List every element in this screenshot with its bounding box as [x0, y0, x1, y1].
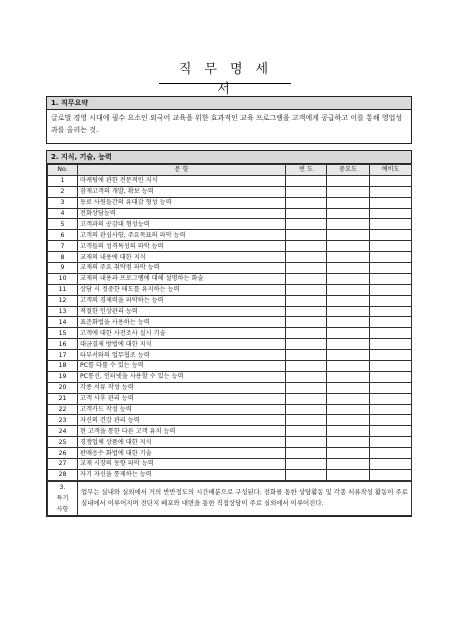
special-notes-label-1: 특기: [56, 494, 69, 502]
row-importance-cell: [327, 459, 370, 470]
table-row: [48, 317, 412, 328]
row-item: 상담 시 정중한 태도를 유지하는 능력: [78, 284, 286, 295]
row-no: 27: [48, 459, 78, 470]
row-readiness-cell: [370, 448, 412, 459]
row-importance-cell: [327, 448, 370, 459]
row-frequency-cell: [286, 415, 327, 426]
row-frequency-cell: [286, 186, 327, 197]
table-row: [48, 273, 412, 284]
table-header-row: [48, 165, 412, 176]
row-readiness-cell: [370, 328, 412, 339]
col-header-item: 문 항: [78, 165, 286, 176]
ksa-section: [46, 150, 412, 517]
row-no: 15: [48, 328, 78, 339]
col-header-frequency: 빈 도: [286, 165, 327, 176]
row-readiness-cell: [370, 306, 412, 317]
row-no: 10: [48, 273, 78, 284]
row-importance-cell: [327, 208, 370, 219]
col-header-readiness: 예비도: [370, 165, 412, 176]
ksa-table: [47, 164, 412, 481]
table-row: [48, 404, 412, 415]
row-importance-cell: [327, 241, 370, 252]
row-readiness-cell: [370, 317, 412, 328]
special-notes-row: [48, 481, 412, 515]
row-no: 12: [48, 295, 78, 306]
table-row: [48, 197, 412, 208]
row-no: 9: [48, 263, 78, 274]
row-readiness-cell: [370, 208, 412, 219]
row-frequency-cell: [286, 371, 327, 382]
row-importance-cell: [327, 197, 370, 208]
row-item: 고객과의 공감대 형성능력: [78, 219, 286, 230]
row-readiness-cell: [370, 371, 412, 382]
row-item: 판매응수 화법에 대한 기술: [78, 448, 286, 459]
table-row: [48, 306, 412, 317]
row-frequency-cell: [286, 197, 327, 208]
row-item: 교재의 주요 취약점 파악 능력: [78, 263, 286, 274]
row-importance-cell: [327, 328, 370, 339]
row-readiness-cell: [370, 415, 412, 426]
row-importance-cell: [327, 295, 370, 306]
row-no: 20: [48, 382, 78, 393]
row-no: 13: [48, 306, 78, 317]
row-frequency-cell: [286, 230, 327, 241]
row-readiness-cell: [370, 295, 412, 306]
row-no: 2: [48, 186, 78, 197]
row-no: 21: [48, 393, 78, 404]
row-frequency-cell: [286, 339, 327, 350]
row-item: 적절한 인상관리 능력: [78, 306, 286, 317]
row-frequency-cell: [286, 273, 327, 284]
row-readiness-cell: [370, 273, 412, 284]
col-header-no: No.: [48, 165, 78, 176]
row-item: 동료 사원들간의 유대감 형성 능력: [78, 197, 286, 208]
row-item: 고객의 관심사항, 주요목표의 파악 능력: [78, 230, 286, 241]
special-notes-table: [47, 481, 412, 516]
ksa-heading: 2. 지식, 기술, 능력: [47, 151, 411, 164]
table-row: [48, 175, 412, 186]
table-row: [48, 284, 412, 295]
row-importance-cell: [327, 437, 370, 448]
row-importance-cell: [327, 252, 370, 263]
special-notes-label-no: 3.: [59, 483, 66, 491]
summary-heading: 1. 직무요약: [47, 97, 411, 110]
row-no: 8: [48, 252, 78, 263]
special-notes-label: [48, 481, 78, 515]
table-row: [48, 426, 412, 437]
row-item: PC통신, 인터넷을 사용할 수 있는 능력: [78, 371, 286, 382]
row-importance-cell: [327, 284, 370, 295]
row-item: 교재의 내용에 대한 지식: [78, 252, 286, 263]
row-readiness-cell: [370, 459, 412, 470]
row-readiness-cell: [370, 350, 412, 361]
table-row: [48, 241, 412, 252]
row-frequency-cell: [286, 263, 327, 274]
row-frequency-cell: [286, 426, 327, 437]
table-row: [48, 448, 412, 459]
row-item: 교재 시장의 동향 파악 능력: [78, 459, 286, 470]
row-importance-cell: [327, 426, 370, 437]
row-importance-cell: [327, 273, 370, 284]
row-no: 6: [48, 230, 78, 241]
row-frequency-cell: [286, 175, 327, 186]
col-header-importance: 중요도: [327, 165, 370, 176]
row-no: 16: [48, 339, 78, 350]
row-frequency-cell: [286, 361, 327, 372]
row-readiness-cell: [370, 382, 412, 393]
row-item: 경쟁업체 상품에 대한 지식: [78, 437, 286, 448]
row-frequency-cell: [286, 437, 327, 448]
row-no: 22: [48, 404, 78, 415]
row-importance-cell: [327, 404, 370, 415]
table-row: [48, 469, 412, 480]
row-readiness-cell: [370, 230, 412, 241]
row-no: 24: [48, 426, 78, 437]
row-frequency-cell: [286, 306, 327, 317]
special-notes-label-2: 사항: [56, 505, 69, 513]
row-frequency-cell: [286, 382, 327, 393]
table-row: [48, 208, 412, 219]
row-no: 14: [48, 317, 78, 328]
row-importance-cell: [327, 415, 370, 426]
row-no: 4: [48, 208, 78, 219]
row-no: 7: [48, 241, 78, 252]
row-frequency-cell: [286, 241, 327, 252]
row-frequency-cell: [286, 393, 327, 404]
row-importance-cell: [327, 382, 370, 393]
row-readiness-cell: [370, 426, 412, 437]
table-row: [48, 371, 412, 382]
row-importance-cell: [327, 186, 370, 197]
row-no: 23: [48, 415, 78, 426]
row-no: 17: [48, 350, 78, 361]
row-importance-cell: [327, 317, 370, 328]
row-item: 대금결제 방법에 대한 지식: [78, 339, 286, 350]
row-frequency-cell: [286, 295, 327, 306]
row-item: 고객들의 성격특성의 파악 능력: [78, 241, 286, 252]
row-importance-cell: [327, 175, 370, 186]
row-no: 1: [48, 175, 78, 186]
table-row: [48, 186, 412, 197]
row-item: 자기 자신을 통제하는 능력: [78, 469, 286, 480]
table-row: [48, 382, 412, 393]
row-item: 고객카드 작성 능력: [78, 404, 286, 415]
table-row: [48, 437, 412, 448]
table-row: [48, 295, 412, 306]
row-importance-cell: [327, 230, 370, 241]
row-no: 5: [48, 219, 78, 230]
row-importance-cell: [327, 219, 370, 230]
row-frequency-cell: [286, 208, 327, 219]
row-frequency-cell: [286, 284, 327, 295]
row-frequency-cell: [286, 350, 327, 361]
table-row: [48, 252, 412, 263]
row-readiness-cell: [370, 404, 412, 415]
table-row: [48, 328, 412, 339]
row-readiness-cell: [370, 241, 412, 252]
row-readiness-cell: [370, 361, 412, 372]
table-row: [48, 361, 412, 372]
row-frequency-cell: [286, 328, 327, 339]
row-item: 마케팅에 관한 전문적인 지식: [78, 175, 286, 186]
row-frequency-cell: [286, 469, 327, 480]
row-no: 11: [48, 284, 78, 295]
row-importance-cell: [327, 361, 370, 372]
row-importance-cell: [327, 371, 370, 382]
row-item: 표준화법을 사용하는 능력: [78, 317, 286, 328]
row-item: 현 고객을 통한 다른 고객 유치 능력: [78, 426, 286, 437]
table-row: [48, 459, 412, 470]
row-frequency-cell: [286, 219, 327, 230]
row-importance-cell: [327, 393, 370, 404]
row-importance-cell: [327, 306, 370, 317]
row-no: 28: [48, 469, 78, 480]
row-readiness-cell: [370, 197, 412, 208]
row-item: 잠재고객의 개발, 확보 능력: [78, 186, 286, 197]
row-frequency-cell: [286, 459, 327, 470]
row-importance-cell: [327, 339, 370, 350]
row-item: 고객의 경제력을 파악하는 능력: [78, 295, 286, 306]
row-readiness-cell: [370, 339, 412, 350]
row-readiness-cell: [370, 186, 412, 197]
row-no: 19: [48, 371, 78, 382]
row-importance-cell: [327, 350, 370, 361]
table-row: [48, 263, 412, 274]
table-row: [48, 393, 412, 404]
document-title: 직무명세서: [159, 60, 291, 84]
row-readiness-cell: [370, 469, 412, 480]
row-readiness-cell: [370, 252, 412, 263]
table-row: [48, 219, 412, 230]
row-importance-cell: [327, 263, 370, 274]
row-no: 26: [48, 448, 78, 459]
row-frequency-cell: [286, 404, 327, 415]
row-readiness-cell: [370, 219, 412, 230]
row-item: PC를 다룰 수 있는 능력: [78, 361, 286, 372]
row-importance-cell: [327, 469, 370, 480]
row-frequency-cell: [286, 317, 327, 328]
row-item: 교재의 내용과 프로그램에 대해 설명하는 화술: [78, 273, 286, 284]
row-frequency-cell: [286, 252, 327, 263]
table-row: [48, 339, 412, 350]
table-row: [48, 350, 412, 361]
summary-section: [46, 96, 412, 144]
row-readiness-cell: [370, 263, 412, 274]
summary-text: 글로벌 경영 시대에 필수 요소인 외국어 교육을 위한 효과적인 교육 프로그램을 고객에게 공급하고 이를 통해 영업성과를 올리는 것.: [51, 114, 403, 134]
row-item: 전화상담능력: [78, 208, 286, 219]
row-no: 25: [48, 437, 78, 448]
row-frequency-cell: [286, 448, 327, 459]
row-item: 고객에 대한 사전조사 실시 기술: [78, 328, 286, 339]
row-readiness-cell: [370, 175, 412, 186]
row-item: 각종 서류 작성 능력: [78, 382, 286, 393]
row-no: 18: [48, 361, 78, 372]
table-row: [48, 415, 412, 426]
row-item: 고객 사후 관리 능력: [78, 393, 286, 404]
special-notes-text: 업무는 실내와 실외에서 거의 반반정도의 시간배분으로 구성된다. 전화를 통한 상담활동 및 각종 서류작성 활동이 주로 실내에서 이루어지며 전단지 배포와 대면을 통한 직접상담이 주로 실외에서 이루어진다.: [78, 481, 412, 515]
row-readiness-cell: [370, 393, 412, 404]
table-row: [48, 230, 412, 241]
row-item: 타부서와의 업무협조 능력: [78, 350, 286, 361]
row-readiness-cell: [370, 284, 412, 295]
row-readiness-cell: [370, 437, 412, 448]
row-no: 3: [48, 197, 78, 208]
row-item: 자신의 건강 관리 능력: [78, 415, 286, 426]
